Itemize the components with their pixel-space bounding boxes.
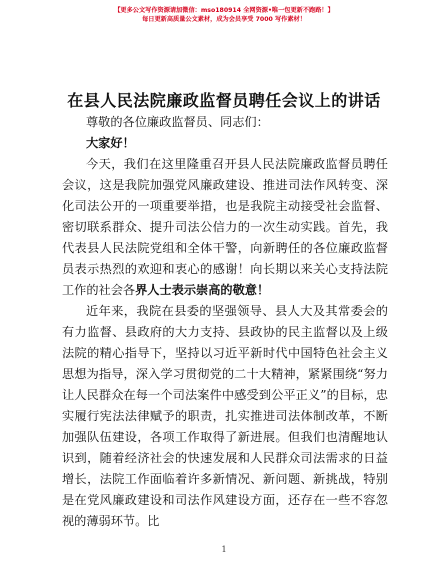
greeting: 大家好！ [86, 136, 135, 150]
paragraph-2: 近年来，我院在县委的坚强领导、县人大及其常委会的有力监督、县政府的大力支持、县政协的民主监督以及上级法院的精心指导下，坚持以习近平新时代中国特色社会主义思想为指导，深入学习贯彻党的二十大精神，紧紧围绕“努力让人民群众在每一个司法案件中感受到公平正义”的目标，忠实履行宪法法律赋予的职责，扎实推进司法体制改革，不断加强队伍建设，各项工作取得了新进展。但我们也清醒地认识到，随着经济社会的快速发展和人民群众司法需求的日益增长，法院工作面临着许多新情况、新问题、新挑战，特别是在党风廉政建设和司法作风建设方面，还存在一些不容忽视的薄弱环节。比 [62, 304, 388, 528]
salutation: 尊敬的各位廉政监督员、同志们： [86, 115, 269, 129]
banner-line-2: 每日更新高质量公文素材，成为会员享受 7000 写作素材！ [142, 16, 306, 23]
promo-banner [0, 6, 448, 24]
document-body [62, 112, 388, 532]
paragraph-1-text: 今天，我们在这里隆重召开县人民法院廉政监督员聘任会议，这是我院加强党风廉政建设、推进司法作风转变、深化司法公开的一项重要举措，也是我院主动接受社会监督、密切联系群众、提升司法公信力的一次生动实践。首先，我代表县人民法院党组和全体干警，向新聘任的各位廉政监督员表示热烈的欢迎和衷心的感谢！向长期以来关心支持法院工作的社会各 [62, 157, 388, 297]
paragraph-1 [62, 154, 388, 301]
page-number: 1 [221, 545, 227, 554]
banner-line-1: 【更多公文写作资源请加微信：mso180914 全网资源•唯一包更新不跑路！】 [114, 7, 334, 14]
paragraph-1-bold-text: 界人士表示崇高的敬意！ [135, 283, 270, 297]
document-title: 在县人民法院廉政监督员聘任会议上的讲话 [67, 91, 381, 110]
